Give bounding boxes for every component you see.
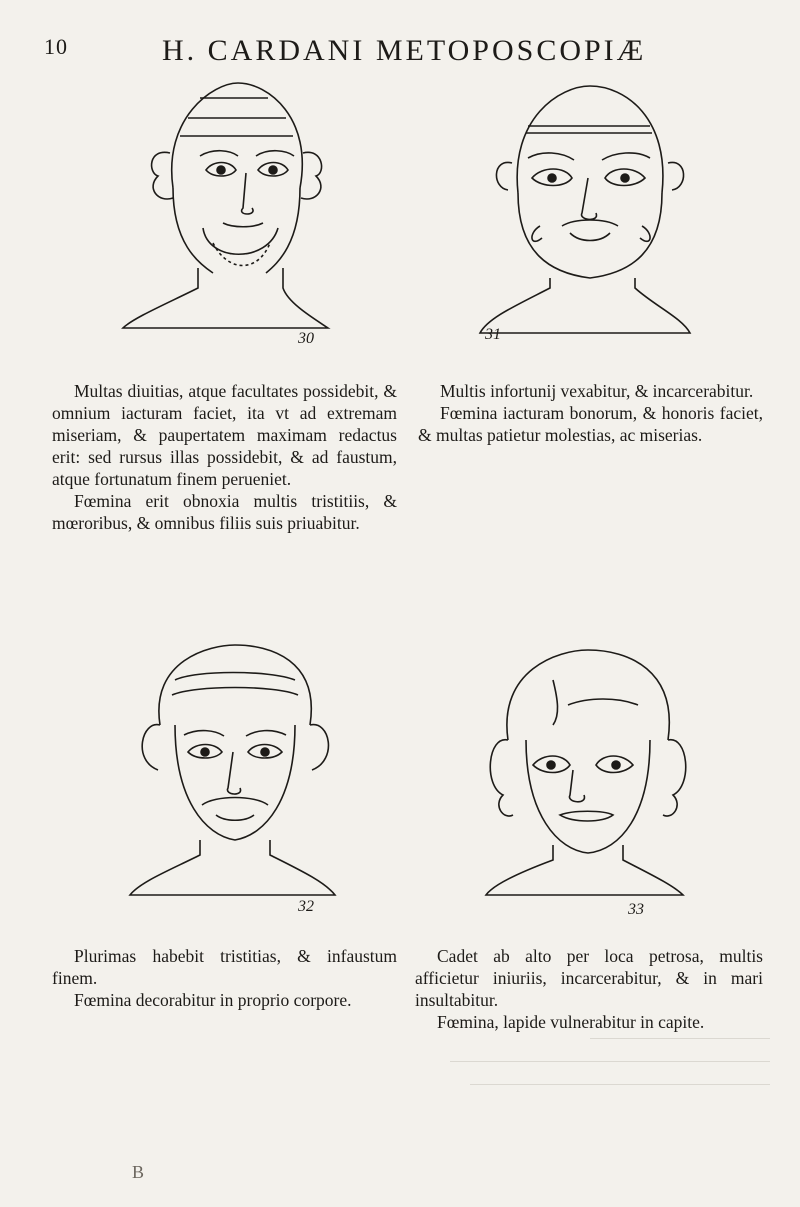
- caption-male-text: Plurimas habebit tristitias, & infaustum finem.: [52, 946, 397, 988]
- caption-female-text: Fœmina iacturam bonorum, & honoris faciet, & multas patietur molestias, ac miserias.: [418, 403, 763, 445]
- page-number: 10: [44, 34, 68, 59]
- figure-number: 31: [485, 326, 501, 343]
- caption-female-text: Fœmina decorabitur in proprio corpore.: [74, 990, 352, 1010]
- page-header: [44, 34, 764, 74]
- caption-33: [415, 945, 763, 1033]
- figure-number: 30: [298, 330, 314, 347]
- caption-30: [52, 380, 397, 534]
- caption-male-text: Cadet ab alto per loca petrosa, multis afficietur iniuriis, incarcerabitur, & in mari insultabitur.: [415, 946, 763, 1010]
- face-illustration-31: [470, 78, 710, 348]
- caption-31: [418, 380, 763, 446]
- face-illustration-32: [120, 640, 350, 920]
- figure-number: 32: [298, 898, 314, 915]
- caption-32: [52, 945, 397, 1011]
- figure-number: 33: [628, 901, 644, 918]
- signature-mark: B: [132, 1162, 145, 1182]
- caption-female-text: Fœmina, lapide vulnerabitur in capite.: [437, 1012, 705, 1032]
- running-head: H. CARDANI METOPOSCOPIÆ: [162, 34, 647, 67]
- face-illustration-30: [118, 78, 348, 348]
- caption-male-text: Multas diuitias, atque facultates possidebit, & omnium iacturam faciet, ita vt ad extremam miseriam, & paupertatem maximam redactus erit: sed rursus illas possidebit, & ad faustum, atque fortunatum finem perueniet.: [52, 381, 397, 489]
- caption-female-text: Fœmina erit obnoxia multis tristitiis, & mœroribus, & omnibus filiis suis priuabitur.: [52, 491, 397, 533]
- face-illustration-33: [478, 645, 708, 920]
- caption-male-text: Multis infortunij vexabitur, & incarcerabitur.: [440, 381, 754, 401]
